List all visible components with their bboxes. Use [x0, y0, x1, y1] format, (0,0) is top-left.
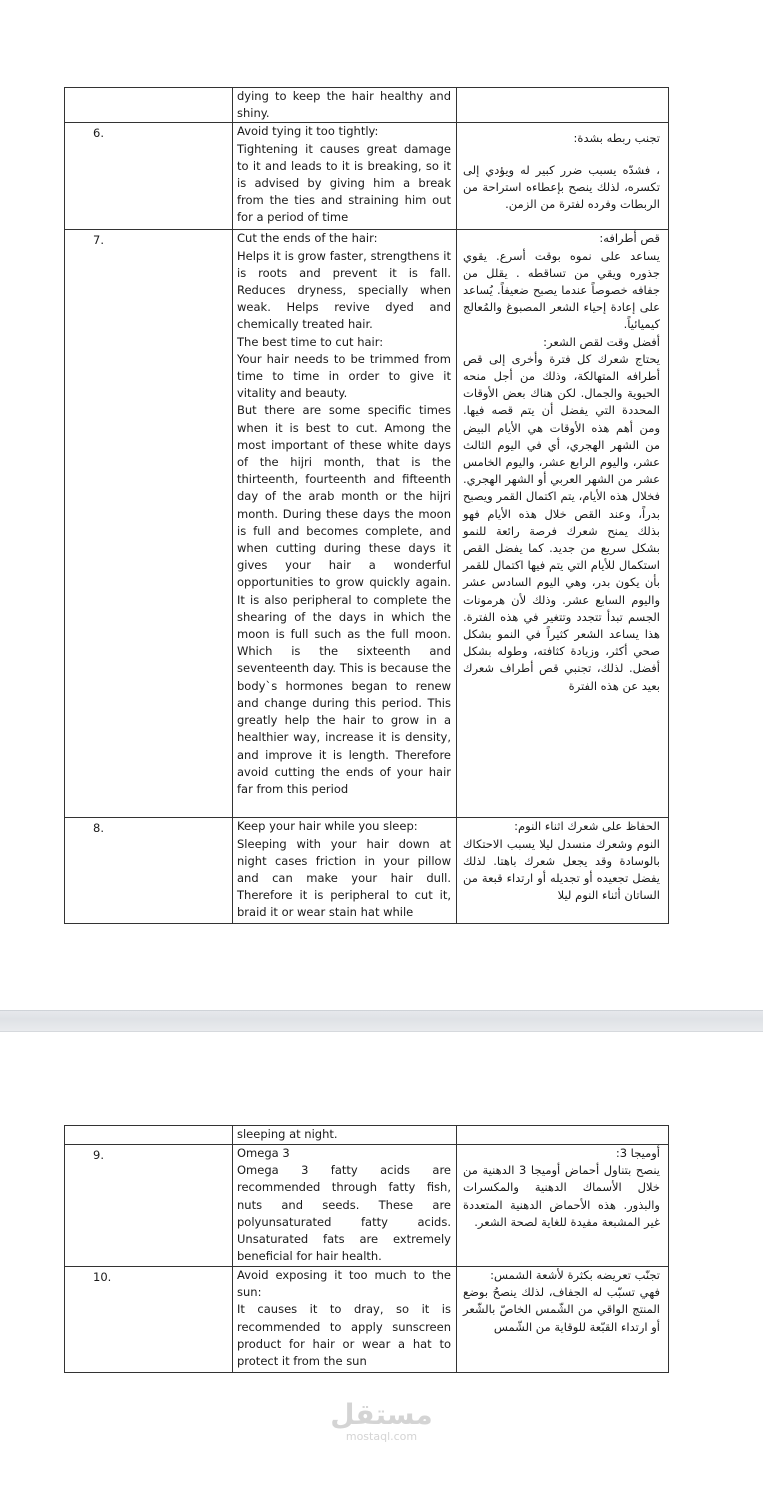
table-row	[65, 1126, 669, 1145]
english-text: dying to keep the hair healthy and shiny.	[237, 89, 451, 121]
arabic-cell	[457, 1145, 669, 1267]
arabic-cell	[457, 818, 669, 924]
arabic-heading: تجنّب تعريضه بكثرة لأشعة الشمس:	[490, 1268, 660, 1282]
arabic-heading: تجنب ربطه بشدة:	[573, 131, 660, 146]
english-text: Your hair needs to be trimmed from time to time in order to give it vitality and beauty.	[237, 351, 451, 401]
arabic-cell	[457, 230, 669, 818]
english-heading: Cut the ends of the hair:	[237, 231, 378, 246]
table-row	[65, 1145, 669, 1267]
hair-care-table	[64, 87, 669, 924]
row-number-cell	[65, 818, 233, 924]
hair-care-table	[64, 1125, 669, 1373]
arabic-text: يحتاج شعرك كل فترة وأخرى إلى قص أطرافه المتهالكة، وذلك من أجل منحه الحيوية والجمال. لكن هناك بعض الأوقات المحددة التي يفضل أن يتم قصه فيها. ومن أهم هذه الأوقات هي الأيام البيض من الشهر الهجري، أي في اليوم الثالث عشر، واليوم الرابع عشر، واليوم الخامس عشر من الشهر العربي أو الشهر الهجري. فخلال هذه الأيام، يتم اكتمال القمر ويصبح بدراً، وعند القص خلال هذه الأيام فهو بذلك يمنح شعرك فرصة رائعة للنمو بشكل سريع من جديد. كما يفضل القص استكمال للأيام التي يتم فيها اكتمال للقمر بأن يكون بدر، وهي اليوم السادس عشر واليوم السابع عشر. وذلك لأن هرمونات الجسم تبدأ تتجدد وتتغير في هذه الفترة. هذا يساعد الشعر كثيراً في النمو بشكل صحي أكثر، وزيادة كثافته، وطوله بشكل أفضل. لذلك، تجنبي قص أطراف شعرك بعيد عن هذه الفترة	[463, 351, 660, 693]
arabic-text: ، فشدّه يسبب ضرر كبير له ويؤدي إلى تكسره، لذلك ينصح بإعطاءه استراحة من الربطات وفرده لفترة من الزمن.	[463, 162, 660, 212]
english-cell	[233, 1267, 457, 1373]
english-cell	[233, 88, 457, 123]
arabic-cell	[457, 1126, 669, 1145]
english-heading: Avoid exposing it too much to the sun:	[237, 1268, 451, 1300]
english-cell	[233, 230, 457, 818]
english-text: Sleeping with your hair down at night cases friction in your pillow and can make your hair dull. Therefore it is peripheral to cut it, braid it or wear stain hat while	[237, 836, 451, 920]
english-text: Omega 3 fatty acids are recommended through fatty fish, nuts and seeds. These are polyunsaturated fatty acids. Unsaturated fats are extremely beneficial for hair health.	[237, 1163, 451, 1264]
english-heading: Omega 3	[237, 1146, 290, 1160]
row-number-cell	[65, 88, 233, 123]
row-number: 7.	[93, 233, 104, 248]
row-number-cell	[65, 1126, 233, 1145]
watermark-url: mostaql.com	[345, 1430, 418, 1443]
row-number-cell	[65, 230, 233, 818]
english-heading: Keep your hair while you sleep:	[237, 819, 418, 834]
row-number: 10.	[93, 1270, 112, 1284]
document-page-2	[0, 1032, 763, 1504]
english-text: sleeping at night.	[237, 1127, 338, 1141]
arabic-heading: الحفاظ على شعرك اثناء النوم:	[514, 819, 660, 834]
arabic-text: ينصح بتناول أحماض أوميجا 3 الدهنية من خلال الأسماك الدهنية والمكسرات والبذور. هذه الأحماض الدهنية المتعددة غير المشبعة مفيدة للغاية لصحة الشعر.	[463, 1163, 660, 1229]
table-row	[65, 123, 669, 230]
english-text: It causes it to dray, so it is recommended to apply sunscreen product for hair or wear a hat to protect it from the sun	[237, 1302, 451, 1369]
english-text: But there are some specific times when it is best to cut. Among the most important of these white days of the hijri month, that is the thirteenth, fourteenth and fifteenth day of the arab month or the hijri month. During these days the moon is full and becomes complete, and when cutting during these days it gives your hair a wonderful opportunities to grow quickly again. It is also peripheral to complete the shearing of the days in which the moon is full such as the full moon. Which is the sixteenth and seventeenth day. This is because the body`s hormones began to renew and change during this period. This greatly help the hair to grow in a healthier way, increase it is density, and improve it is length. Therefore avoid cutting the ends of your hair far from this period	[237, 403, 451, 796]
row-number-cell	[65, 123, 233, 230]
table-row	[65, 818, 669, 924]
arabic-heading: قص أطرافه:	[599, 231, 660, 246]
english-cell	[233, 123, 457, 230]
mostaql-watermark	[0, 1400, 763, 1443]
watermark-arabic-logo: مستقل	[330, 1398, 433, 1431]
row-number-cell	[65, 1145, 233, 1267]
arabic-heading: أوميجا 3:	[615, 1146, 660, 1160]
arabic-text: فهي تسبّب له الجفاف، لذلك ينصحُ بوضع المنتج الواقي من الشّمس الخاصّ بالشّعر أو ارتداء القبّعة للوقاية من الشّمس	[463, 1285, 660, 1334]
arabic-cell	[457, 1267, 669, 1373]
arabic-cell	[457, 88, 669, 123]
arabic-cell	[457, 123, 669, 230]
page-break-gap	[0, 1010, 763, 1032]
english-text: Helps it is grow faster, strengthens it is roots and prevent it is fall. Reduces dryness, specially when weak. Helps revive dyed and chemically treated hair.	[237, 248, 451, 332]
english-cell	[233, 1126, 457, 1145]
row-number: 8.	[93, 821, 104, 836]
english-text: Tightening it causes great damage to it and leads to it is breaking, so it is advised by giving him a break from the ties and straining him out for a period of time	[237, 141, 451, 225]
english-cell	[233, 818, 457, 924]
row-number-cell	[65, 1267, 233, 1373]
table-row	[65, 1267, 669, 1373]
table-row	[65, 230, 669, 818]
arabic-text: يساعد على نموه بوقت أسرع. يقوي جذوره ويقي من تساقطه . يقلل من جفافه خصوصاً عندما يصبح ضعيفاً. يُساعد على إعادة إحياء الشعر المصبوغ والمُعالج كيميائياً.	[463, 248, 660, 332]
english-heading: Avoid tying it too tightly:	[237, 124, 379, 139]
english-cell	[233, 1145, 457, 1267]
table-row	[65, 88, 669, 123]
arabic-heading: أفضل وقت لقص الشعر:	[543, 334, 660, 349]
row-number: 9.	[93, 1148, 104, 1162]
arabic-text: النوم وشعرك منسدل ليلا يسبب الاحتكاك بالوسادة وقد يجعل شعرك باهتا. لذلك يفضل تجعيده أو تجديله أو ارتداء قبعة من الساتان أثناء النوم ليلا	[463, 836, 660, 903]
row-number: 6.	[93, 126, 104, 141]
english-heading: The best time to cut hair:	[237, 334, 384, 349]
